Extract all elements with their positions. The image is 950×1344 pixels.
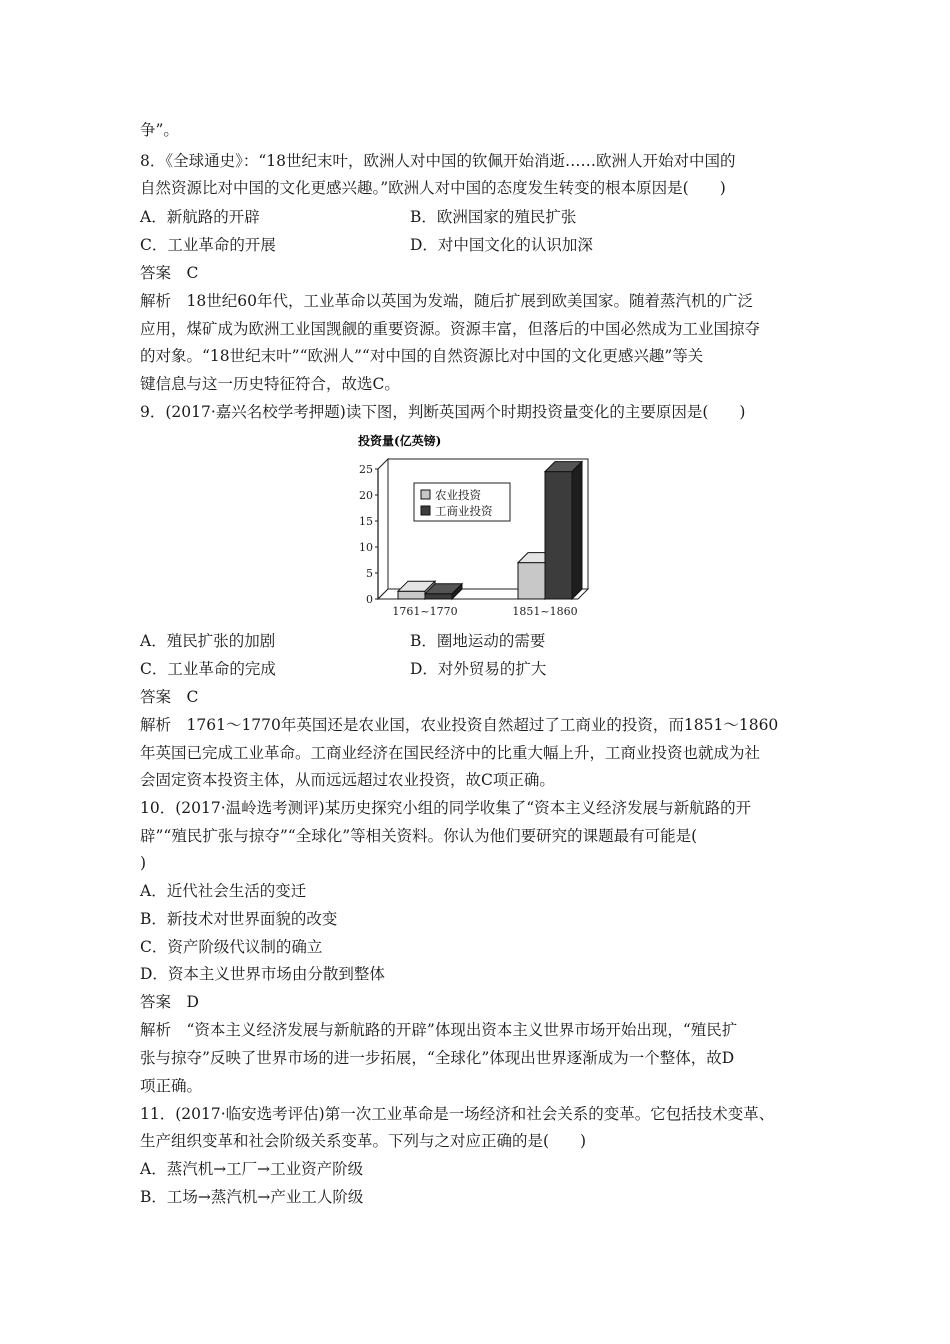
option-d: D．对外贸易的扩大 (410, 660, 547, 678)
option-d: D．对中国文化的认识加深 (410, 236, 593, 254)
x-tick-label: 1851~1860 (512, 605, 578, 618)
analysis-line: 项正确。 (140, 1077, 203, 1095)
analysis-line: 解析 1761～1770年英国还是农业国，农业投资自然超过了工商业的投资，而1851～1860 (140, 716, 779, 734)
analysis-line: 年英国已完成工业革命。工商业经济在国民经济中的比重大幅上升，工商业投资也就成为社 (140, 744, 761, 762)
option-b: B．欧洲国家的殖民扩张 (410, 208, 577, 226)
question-8-stem: 自然资源比对中国的文化更感兴趣。”欧洲人对中国的态度发生转变的根本原因是( ) (140, 179, 726, 197)
question-11-stem: 生产组织变革和社会阶级关系变革。下列与之对应正确的是( ) (140, 1132, 587, 1150)
question-9-stem: 9．(2017·嘉兴名校学考押题)读下图，判断英国两个时期投资量变化的主要原因是( ) (140, 403, 746, 421)
analysis-line: 应用，煤矿成为欧洲工业国觊觎的重要资源。资源丰富，但落后的中国必然成为工业国掠夺 (140, 320, 761, 338)
analysis-line: 会固定资本投资主体，从而远远超过农业投资，故C项正确。 (140, 771, 555, 789)
question-8-stem: 8．《全球通史》：“18世纪末叶，欧洲人对中国的钦佩开始消逝……欧洲人开始对中国的 (140, 152, 736, 170)
option-d: D．资本主义世界市场由分散到整体 (140, 965, 385, 983)
analysis-line: 张与掠夺”反映了世界市场的进一步拓展，“全球化”体现出世界逐渐成为一个整体，故D (140, 1049, 735, 1067)
option-b: B．圈地运动的需要 (410, 632, 546, 650)
option-b: B．新技术对世界面貌的改变 (140, 910, 338, 928)
legend-swatch (421, 506, 430, 515)
bar-front (545, 472, 572, 599)
option-c: C．资产阶级代议制的确立 (140, 938, 323, 956)
x-tick-label: 1761~1770 (392, 605, 458, 618)
question-10-stem: 10．(2017·温岭选考测评)某历史探究小组的同学收集了“资本主义经济发展与新航路的开 (140, 799, 752, 817)
answer-line: 答案 D (140, 993, 199, 1011)
text-line: 争”。 (140, 121, 179, 139)
side-wall (378, 459, 388, 599)
y-tick-label: 0 (366, 593, 373, 606)
option-a: A．殖民扩张的加剧 (140, 632, 276, 650)
question-10-stem: 辟”“殖民扩张与掠夺”“全球化”等相关资料。你认为他们要研究的课题最有可能是( (140, 827, 698, 845)
bar-front (425, 594, 452, 599)
legend-label: 工商业投资 (435, 504, 493, 518)
y-tick-label: 10 (359, 541, 373, 554)
y-axis-label: 投资量(亿英镑) (358, 434, 442, 448)
y-tick-label: 5 (366, 567, 373, 580)
option-a: A．近代社会生活的变迁 (140, 882, 307, 900)
question-11-stem: 11．(2017·临安选考评估)第一次工业革命是一场经济和社会关系的变革。它包括技术变革、 (140, 1105, 775, 1123)
bar-front (398, 591, 425, 599)
option-a: A．新航路的开辟 (140, 208, 260, 226)
y-tick-label: 15 (359, 515, 373, 528)
answer-line: 答案 C (140, 264, 199, 282)
legend-swatch (421, 490, 430, 499)
y-tick-label: 20 (359, 489, 373, 502)
option-a: A．蒸汽机→工厂→工业资产阶级 (140, 1160, 364, 1178)
analysis-line: 的对象。“18世纪末叶”“欧洲人”“对中国的自然资源比对中国的文化更感兴趣”等关 (140, 347, 704, 365)
answer-line: 答案 C (140, 688, 199, 706)
y-tick-labels (359, 463, 378, 606)
bar-front (518, 563, 545, 599)
analysis-line: 键信息与这一历史特征符合，故选C。 (140, 375, 400, 393)
legend (414, 483, 510, 521)
bar-side (572, 462, 582, 599)
investment-bar-chart (348, 433, 608, 623)
y-tick-label: 25 (359, 463, 373, 476)
legend-label: 农业投资 (435, 488, 481, 502)
analysis-line: 解析 “资本主义经济发展与新航路的开辟”体现出资本主义世界市场开始出现，“殖民扩 (140, 1021, 738, 1039)
option-c: C．工业革命的开展 (140, 236, 276, 254)
x-tick-labels (392, 605, 577, 618)
option-b: B．工场→蒸汽机→产业工人阶级 (140, 1188, 364, 1206)
analysis-line: 解析 18世纪60年代，工业革命以英国为发端，随后扩展到欧美国家。随着蒸汽机的广泛 (140, 292, 753, 310)
question-10-stem: ) (140, 854, 147, 872)
option-c: C．工业革命的完成 (140, 660, 276, 678)
